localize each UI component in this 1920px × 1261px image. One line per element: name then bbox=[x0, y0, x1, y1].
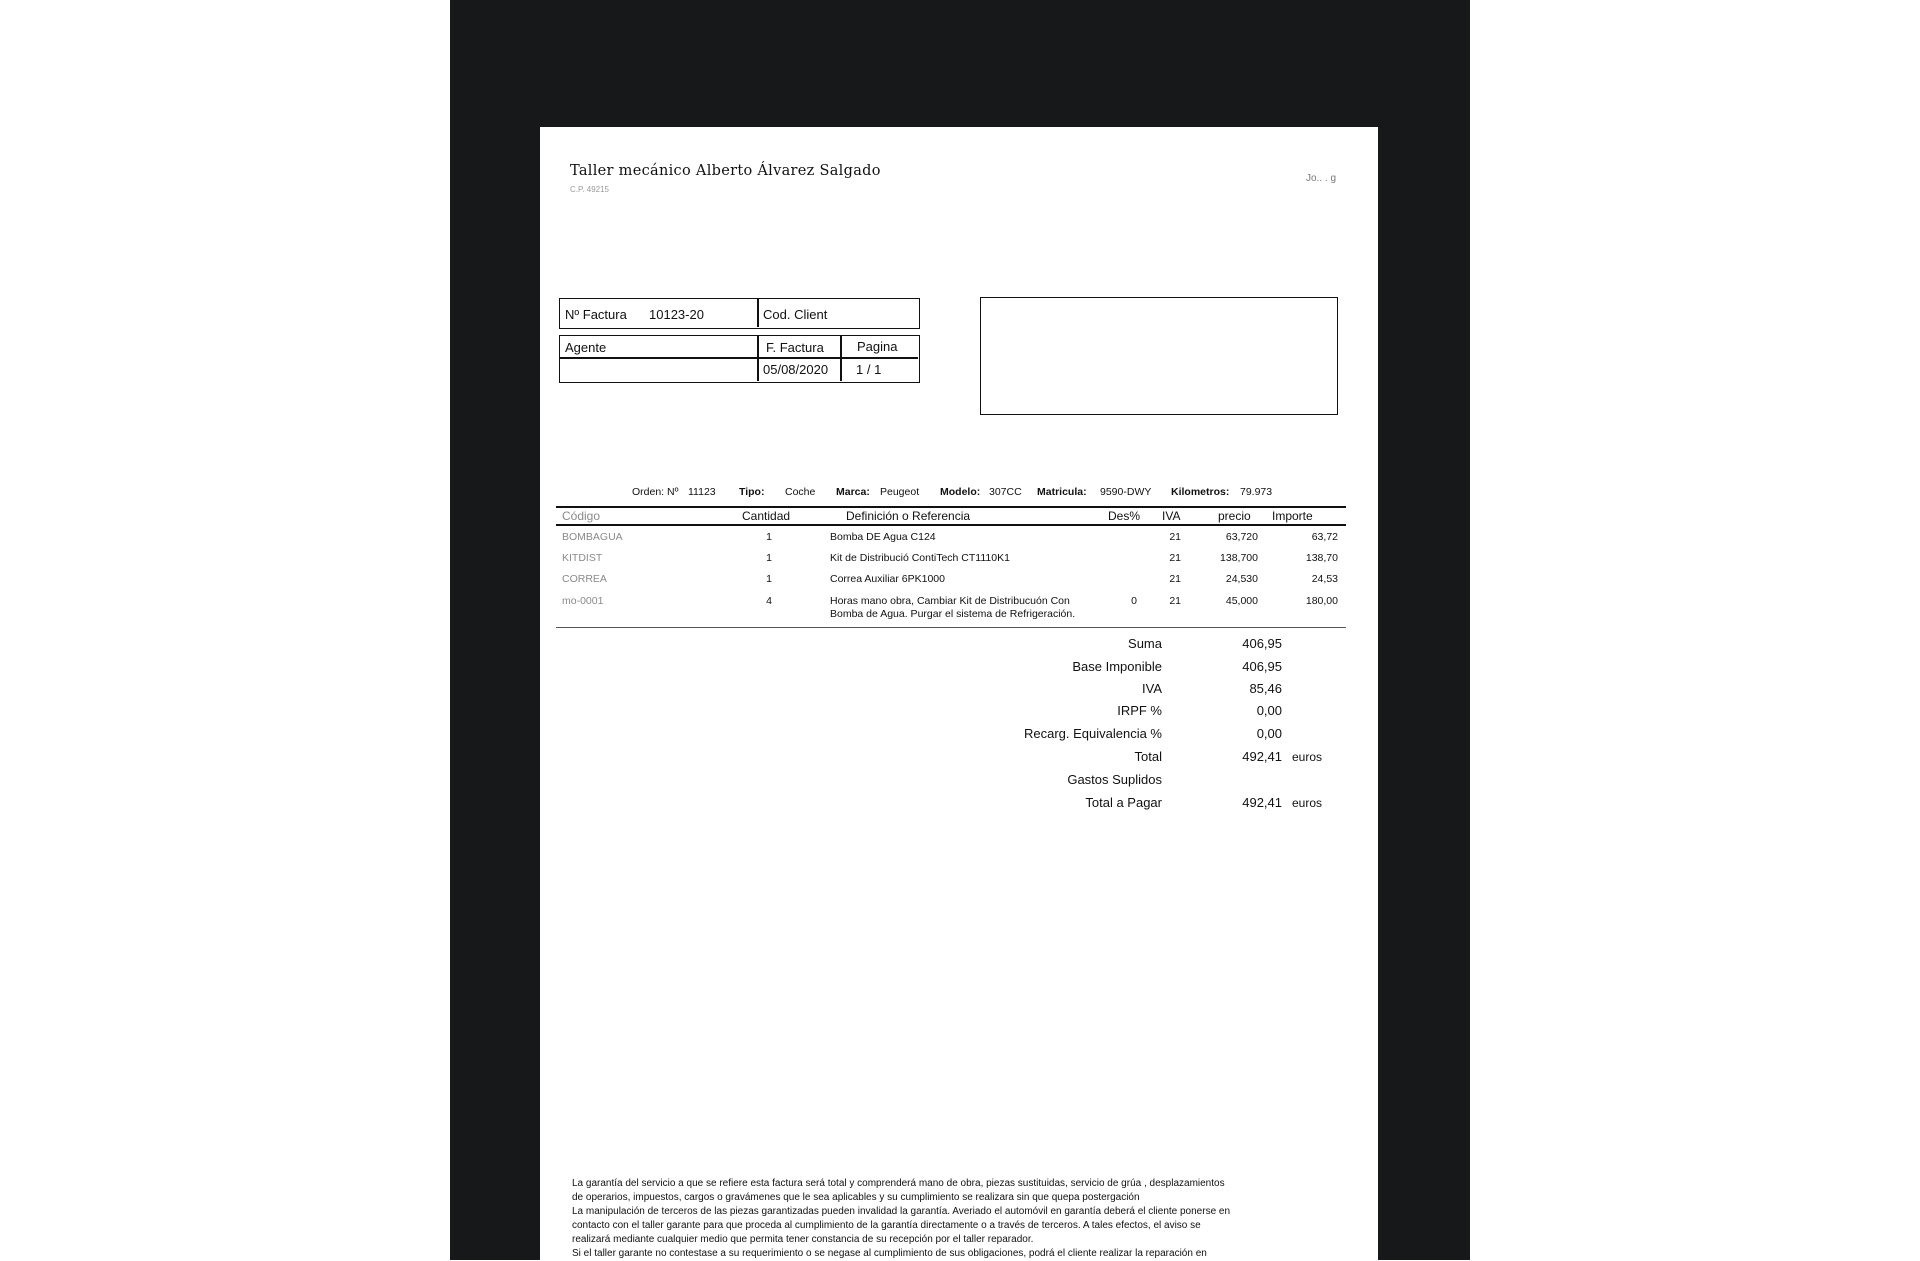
table-row-qty: 1 bbox=[766, 552, 772, 564]
client-code-label: Cod. Client bbox=[763, 307, 828, 322]
table-header-rule bbox=[556, 524, 1346, 526]
col-header-qty: Cantidad bbox=[742, 509, 791, 523]
box-divider bbox=[757, 336, 759, 381]
footer-line: de operarios, impuestos, cargos o gravámenes que le sea aplicables y su cumplimiento se realizara sin que quepa postergación bbox=[572, 1192, 1140, 1203]
footer-line: La manipulación de terceros de las piezas garantizadas pueden invalidad la garantía. Averiado el automóvil en garantía deberá el cliente ponerse en bbox=[572, 1206, 1231, 1217]
vehicle-km: 79.973 bbox=[1240, 486, 1273, 498]
scan-border-right bbox=[1378, 0, 1470, 1260]
vehicle-type-label: Tipo: bbox=[739, 486, 765, 498]
totals-label-base: Base Imponible bbox=[1072, 659, 1162, 674]
totals-value-sum: 406,95 bbox=[1242, 636, 1282, 651]
vehicle-model-label: Modelo: bbox=[940, 486, 981, 498]
box-divider bbox=[840, 336, 842, 381]
totals-unit-to-pay: euros bbox=[1292, 796, 1323, 810]
vehicle-brand-label: Marca: bbox=[836, 486, 870, 498]
table-row-desc: Bomba DE Agua C124 bbox=[830, 531, 936, 543]
col-header-iva: IVA bbox=[1162, 509, 1181, 523]
box-divider bbox=[757, 299, 759, 327]
order-number-label: Orden: Nº bbox=[632, 486, 679, 498]
table-row-price: 138,700 bbox=[1220, 552, 1258, 564]
totals-label-irpf: IRPF % bbox=[1117, 703, 1162, 718]
table-row-price: 45,000 bbox=[1225, 595, 1258, 607]
table-row-disc: 0 bbox=[1131, 595, 1137, 607]
table-row-code: CORREA bbox=[562, 573, 607, 585]
invoice-date-label: F. Factura bbox=[766, 340, 824, 355]
table-row-price: 63,720 bbox=[1225, 531, 1258, 543]
totals-label-total: Total bbox=[1134, 749, 1162, 764]
col-header-desc: Definición o Referencia bbox=[846, 509, 971, 523]
page-number: 1 / 1 bbox=[856, 362, 882, 377]
table-top-rule bbox=[556, 506, 1346, 508]
client-address-box bbox=[980, 297, 1338, 415]
footer-line: contacto con el taller garante para que proceda al cumplimiento de la garantía directamente o a través de terceros. A tales efectos, el aviso se bbox=[572, 1220, 1201, 1231]
table-row-price: 24,530 bbox=[1225, 573, 1258, 585]
invoice-date: 05/08/2020 bbox=[763, 362, 829, 377]
page-mark: Jo.. . g bbox=[1306, 173, 1337, 184]
col-header-price: precio bbox=[1218, 509, 1251, 523]
box-row-divider bbox=[560, 357, 918, 359]
totals-value-irpf: 0,00 bbox=[1256, 703, 1282, 718]
vehicle-type: Coche bbox=[785, 486, 816, 498]
totals-value-iva: 85,46 bbox=[1249, 681, 1282, 696]
table-row-desc: Horas mano obra, Cambiar Kit de Distribucuón Con bbox=[830, 595, 1070, 607]
col-header-disc: Des% bbox=[1108, 509, 1141, 523]
agent-label: Agente bbox=[565, 340, 607, 355]
table-row-iva: 21 bbox=[1169, 595, 1181, 607]
totals-value-total: 492,41 bbox=[1242, 749, 1282, 764]
totals-unit-total: euros bbox=[1292, 750, 1323, 764]
company-address: C.P. 49215 bbox=[570, 185, 609, 194]
table-row-code: mo-0001 bbox=[562, 595, 604, 607]
invoice-number-label: Nº Factura bbox=[565, 307, 627, 322]
footer-line: La garantía del servicio a que se refiere esta factura será total y comprenderá mano de obra, piezas sustituidas, servicio de grúa , desplazamientos bbox=[572, 1178, 1225, 1189]
totals-value-recargo: 0,00 bbox=[1256, 726, 1282, 741]
table-row-qty: 1 bbox=[766, 573, 772, 585]
totals-label-to-pay: Total a Pagar bbox=[1085, 795, 1162, 810]
invoice-page bbox=[540, 127, 1378, 1260]
vehicle-plate-label: Matricula: bbox=[1037, 486, 1087, 498]
order-number: 11123 bbox=[688, 486, 716, 498]
table-row-amount: 138,70 bbox=[1305, 552, 1338, 564]
table-row-qty: 1 bbox=[766, 531, 772, 543]
vehicle-brand: Peugeot bbox=[880, 486, 920, 498]
table-row-iva: 21 bbox=[1169, 531, 1181, 543]
table-row-desc: Kit de Distribució ContiTech CT1110K1 bbox=[830, 552, 1010, 564]
table-row-desc-continued: Bomba de Agua. Purgar el sistema de Refrigeración. bbox=[830, 608, 1076, 620]
totals-label-recargo: Recarg. Equivalencia % bbox=[1023, 726, 1162, 741]
table-row-amount: 180,00 bbox=[1305, 595, 1338, 607]
invoice-number-box bbox=[559, 298, 920, 329]
table-row-code: BOMBAGUA bbox=[562, 531, 623, 543]
company-name: Taller mecánico Alberto Álvarez Salgado bbox=[570, 163, 881, 179]
invoice-number: 10123-20 bbox=[649, 307, 704, 322]
invoice-meta-box bbox=[559, 335, 920, 383]
table-row-iva: 21 bbox=[1169, 573, 1181, 585]
page-label: Pagina bbox=[857, 339, 898, 354]
table-row-amount: 63,72 bbox=[1311, 531, 1338, 543]
table-row-qty: 4 bbox=[766, 595, 772, 607]
footer-line: realizará mediante cualquier medio que permita tener constancia de su recepción por el taller reparador. bbox=[572, 1234, 1034, 1245]
table-row-code: KITDIST bbox=[562, 552, 603, 564]
totals-label-iva: IVA bbox=[1142, 681, 1162, 696]
table-row-iva: 21 bbox=[1169, 552, 1181, 564]
totals-label-supplied: Gastos Suplidos bbox=[1067, 772, 1162, 787]
table-row-amount: 24,53 bbox=[1311, 573, 1338, 585]
vehicle-model: 307CC bbox=[989, 486, 1022, 498]
scan-border-top bbox=[540, 0, 1378, 127]
table-bottom-rule bbox=[556, 627, 1346, 628]
scan-border-left bbox=[450, 0, 540, 1260]
footer-line: Si el taller garante no contestase a su requerimiento o se negase al cumplimiento de sus obligaciones, podrá el cliente realizar la reparación en bbox=[572, 1248, 1207, 1259]
totals-value-base: 406,95 bbox=[1242, 659, 1282, 674]
col-header-code: Código bbox=[562, 509, 601, 523]
totals-label-sum: Suma bbox=[1128, 636, 1162, 651]
vehicle-km-label: Kilometros: bbox=[1171, 486, 1230, 498]
col-header-amount: Importe bbox=[1272, 509, 1313, 523]
vehicle-plate: 9590-DWY bbox=[1100, 486, 1152, 498]
totals-value-to-pay: 492,41 bbox=[1242, 795, 1282, 810]
table-row-desc: Correa Auxiliar 6PK1000 bbox=[830, 573, 945, 585]
